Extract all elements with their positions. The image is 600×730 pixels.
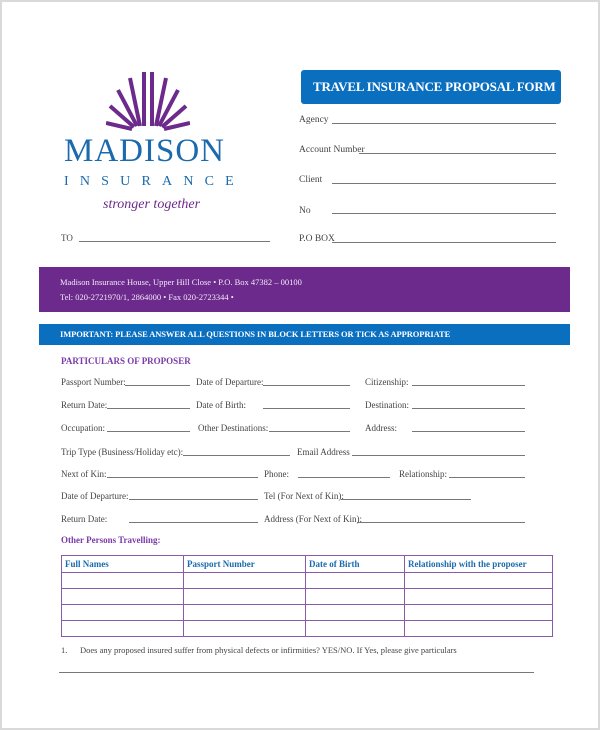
table-row — [62, 605, 553, 621]
account-number-label: Account Number — [299, 145, 365, 155]
date-of-birth-label: Date of Birth: — [196, 400, 246, 410]
form-title: TRAVEL INSURANCE PROPOSAL FORM — [301, 70, 561, 104]
table-cell[interactable] — [184, 621, 306, 637]
table-row — [62, 621, 553, 637]
column-header-passport-number: Passport Number — [184, 556, 306, 573]
table-cell[interactable] — [62, 621, 184, 637]
destination-label: Destination: — [365, 400, 409, 410]
passport-number-label: Passport Number: — [61, 377, 126, 387]
column-header-date-of-birth: Date of Birth — [306, 556, 405, 573]
phone-field[interactable] — [298, 477, 390, 478]
form-page — [2, 2, 598, 728]
no-label: No — [299, 206, 311, 216]
table-cell[interactable] — [62, 605, 184, 621]
no-field[interactable] — [332, 213, 556, 214]
return-date-label: Return Date: — [61, 400, 108, 410]
return-date-2-field[interactable] — [129, 522, 258, 523]
sunburst-logo-icon — [106, 68, 190, 132]
table-cell[interactable] — [405, 605, 553, 621]
return-date-field[interactable] — [107, 408, 190, 409]
date-of-departure-2-field[interactable] — [129, 499, 258, 500]
brand-tagline: stronger together — [103, 197, 201, 212]
column-header-full-names: Full Names — [62, 556, 184, 573]
contact-line: Tel: 020-2721970/1, 2864000 • Fax 020-2723344 • — [60, 292, 234, 302]
table-cell[interactable] — [62, 573, 184, 589]
date-of-birth-field[interactable] — [263, 408, 350, 409]
table-cell[interactable] — [306, 605, 405, 621]
question-1-text: Does any proposed insured suffer from physical defects or infirmities? YES/NO. If Yes, please give particulars — [80, 645, 457, 655]
brand-subtitle: INSURANCE — [64, 174, 245, 189]
next-of-kin-label: Next of Kin: — [61, 469, 107, 479]
table-cell[interactable] — [62, 589, 184, 605]
table-cell[interactable] — [184, 589, 306, 605]
table-cell[interactable] — [306, 621, 405, 637]
agency-field[interactable] — [332, 123, 556, 124]
relationship-label: Relationship: — [399, 469, 447, 479]
other-persons-heading: Other Persons Travelling: — [61, 535, 161, 545]
table-cell[interactable] — [405, 621, 553, 637]
next-of-kin-field[interactable] — [107, 477, 258, 478]
table-header-row — [62, 556, 553, 573]
return-date-2-label: Return Date: — [61, 514, 108, 524]
address-band — [39, 267, 570, 312]
to-label: TO — [61, 233, 73, 243]
table-cell[interactable] — [306, 589, 405, 605]
other-persons-table — [61, 555, 553, 637]
destination-field[interactable] — [412, 408, 525, 409]
column-header-relationship: Relationship with the proposer — [405, 556, 553, 573]
agency-label: Agency — [299, 115, 329, 125]
occupation-label: Occupation: — [61, 423, 105, 433]
client-field[interactable] — [332, 183, 556, 184]
relationship-field[interactable] — [449, 477, 525, 478]
address-line: Madison Insurance House, Upper Hill Close • P.O. Box 47382 – 00100 — [60, 277, 302, 287]
tel-next-of-kin-label: Tel (For Next of Kin): — [264, 491, 344, 501]
passport-number-field[interactable] — [125, 385, 190, 386]
question-1-answer-field[interactable] — [59, 672, 534, 673]
table-row — [62, 573, 553, 589]
citizenship-field[interactable] — [412, 385, 525, 386]
table-cell[interactable] — [184, 573, 306, 589]
important-notice: IMPORTANT: PLEASE ANSWER ALL QUESTIONS IN BLOCK LETTERS OR TICK AS APPROPRIATE — [39, 324, 570, 345]
trip-type-field[interactable] — [183, 455, 290, 456]
table-cell[interactable] — [405, 573, 553, 589]
email-address-label: Email Address — [297, 447, 350, 457]
trip-type-label: Trip Type (Business/Holiday etc): — [61, 447, 184, 457]
po-box-field[interactable] — [332, 242, 556, 243]
address-label: Address: — [365, 423, 397, 433]
tel-next-of-kin-field[interactable] — [341, 499, 471, 500]
date-of-departure-2-label: Date of Departure: — [61, 491, 129, 501]
citizenship-label: Citizenship: — [365, 377, 409, 387]
account-number-field[interactable] — [359, 153, 556, 154]
address-next-of-kin-field[interactable] — [357, 522, 525, 523]
brand-name: MADISON — [64, 133, 226, 169]
other-destinations-field[interactable] — [269, 431, 350, 432]
particulars-heading: PARTICULARS OF PROPOSER — [61, 356, 191, 366]
phone-label: Phone: — [264, 469, 290, 479]
address-field[interactable] — [412, 431, 525, 432]
question-1-number: 1. — [61, 645, 68, 655]
to-field[interactable] — [79, 241, 270, 242]
date-of-departure-label: Date of Departure: — [196, 377, 264, 387]
table-row — [62, 589, 553, 605]
client-label: Client — [299, 175, 323, 185]
occupation-field[interactable] — [107, 431, 190, 432]
date-of-departure-field[interactable] — [263, 385, 350, 386]
email-address-field[interactable] — [352, 455, 525, 456]
table-cell[interactable] — [405, 589, 553, 605]
table-cell[interactable] — [184, 605, 306, 621]
address-next-of-kin-label: Address (For Next of Kin): — [264, 514, 362, 524]
other-destinations-label: Other Destinations: — [198, 423, 269, 433]
po-box-label: P.O BOX — [299, 234, 335, 244]
table-cell[interactable] — [306, 573, 405, 589]
